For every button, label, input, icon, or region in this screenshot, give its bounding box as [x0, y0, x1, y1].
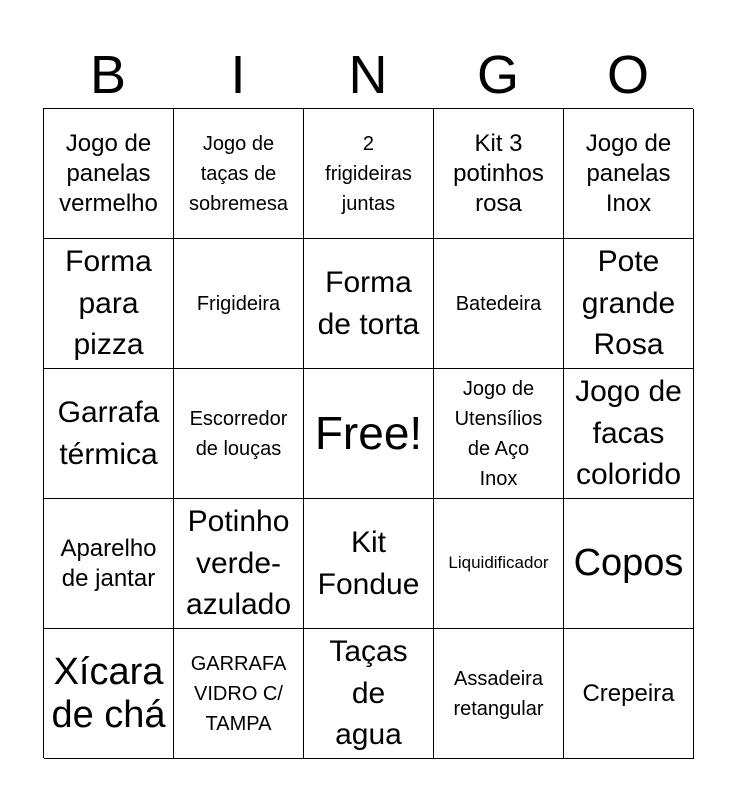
bingo-cell[interactable]: GARRAFA VIDRO C/ TAMPA	[174, 629, 304, 759]
bingo-cell[interactable]: Jogo de panelas Inox	[564, 109, 694, 239]
header-letter-o: O	[606, 45, 649, 105]
header-letter-b: B	[89, 45, 127, 105]
bingo-cell[interactable]: 2 frigideiras juntas	[304, 109, 434, 239]
bingo-board	[43, 108, 693, 758]
bingo-cell[interactable]: Xícara de chá	[44, 629, 174, 759]
bingo-cell[interactable]: Liquidificador	[434, 499, 564, 629]
bingo-cell[interactable]: Frigideira	[174, 239, 304, 369]
header-letter-g: G	[476, 45, 519, 105]
header-letter-i: I	[230, 45, 246, 105]
bingo-cell[interactable]: Forma de torta	[304, 239, 434, 369]
bingo-cell[interactable]: Potinho verde- azulado	[174, 499, 304, 629]
bingo-cell[interactable]: Escorredor de louças	[174, 369, 304, 499]
bingo-cell[interactable]: Forma para pizza	[44, 239, 174, 369]
free-cell[interactable]: Free!	[304, 369, 434, 499]
bingo-header	[43, 42, 693, 108]
bingo-cell[interactable]: Copos	[564, 499, 694, 629]
bingo-cell[interactable]: Jogo de facas colorido	[564, 369, 694, 499]
bingo-cell[interactable]: Taças de agua	[304, 629, 434, 759]
bingo-cell[interactable]: Crepeira	[564, 629, 694, 759]
header-letter-n: N	[348, 45, 388, 105]
bingo-cell[interactable]: Aparelho de jantar	[44, 499, 174, 629]
bingo-cell[interactable]: Kit 3 potinhos rosa	[434, 109, 564, 239]
bingo-cell[interactable]: Assadeira retangular	[434, 629, 564, 759]
bingo-cell[interactable]: Pote grande Rosa	[564, 239, 694, 369]
bingo-cell[interactable]: Batedeira	[434, 239, 564, 369]
bingo-cell[interactable]: Jogo de Utensílios de Aço Inox	[434, 369, 564, 499]
bingo-cell[interactable]: Jogo de panelas vermelho	[44, 109, 174, 239]
bingo-cell[interactable]: Kit Fondue	[304, 499, 434, 629]
bingo-cell[interactable]: Garrafa térmica	[44, 369, 174, 499]
bingo-cell[interactable]: Jogo de taças de sobremesa	[174, 109, 304, 239]
